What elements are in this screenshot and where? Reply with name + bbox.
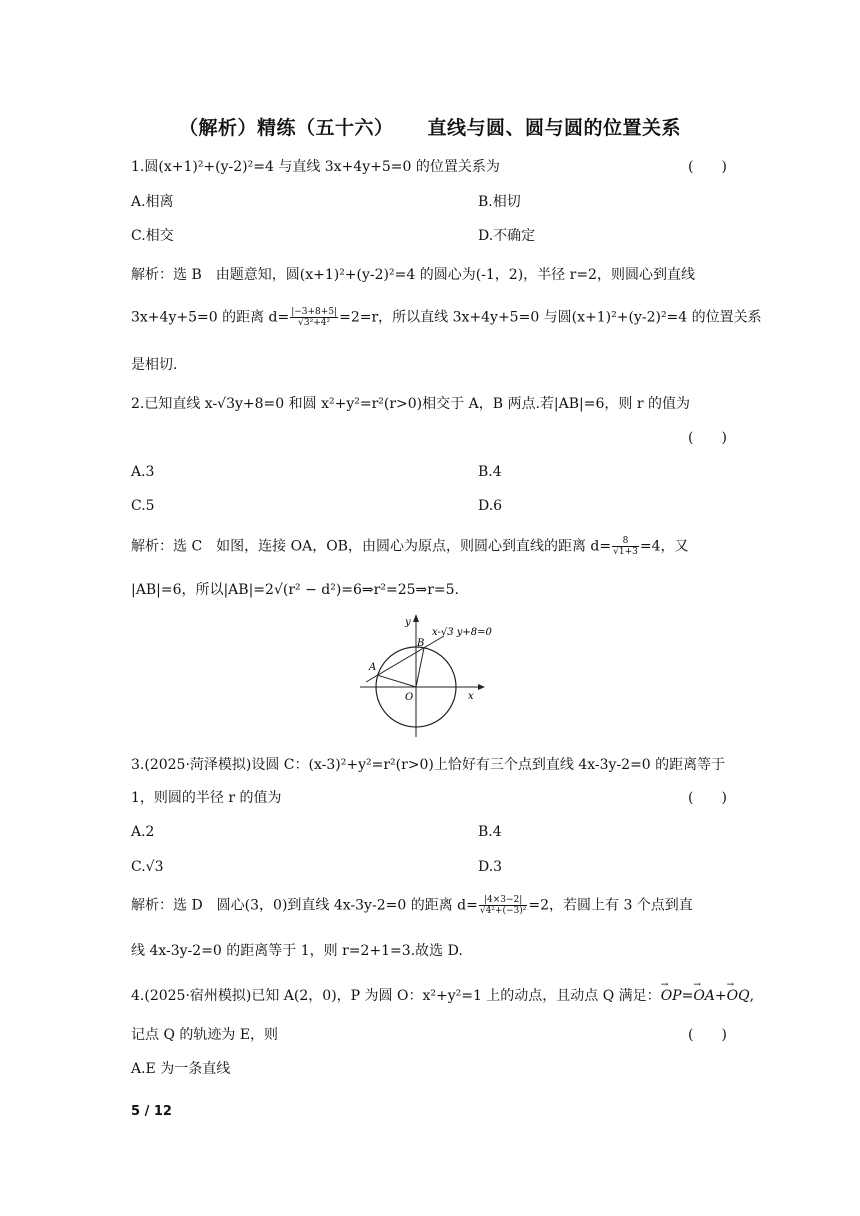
q1-option-a: A.相离 <box>131 194 174 210</box>
q2-stem: 2.已知直线 x-√3y+8=0 和圆 x²+y²=r²(r>0)相交于 A，B 两点.若|AB|=6，则 r 的值为 <box>131 396 690 412</box>
origin-label: O <box>405 692 414 703</box>
q2-sol1-a: 解析：选 C 如图，连接 OA，OB，由圆心为原点，则圆心到直线的距离 d= <box>131 538 612 555</box>
q3-stem-line1: 3.(2025·菏泽模拟)设圆 C：(x-3)²+y²=r²(r>0)上恰好有三个点到直线 4x-3y-2=0 的距离等于 <box>131 757 726 773</box>
q4-answer-paren: ( ) <box>688 1027 727 1043</box>
q2-option-d: D.6 <box>478 498 503 514</box>
q1-option-b: B.相切 <box>478 194 521 210</box>
q3-solution-line2: 线 4x-3y-2=0 的距离等于 1，则 r=2+1=3.故选 D. <box>131 943 463 959</box>
q3-option-a: A.2 <box>131 824 155 840</box>
q3-option-c: C.√3 <box>131 859 164 875</box>
q2-option-b: B.4 <box>478 464 502 480</box>
q3-frac-den: √4²+(−3)² <box>479 906 527 916</box>
line-equation-label: x-√3 y+8=0 <box>432 627 492 638</box>
x-axis-arrow <box>478 684 485 690</box>
point-a-label: A <box>369 662 377 673</box>
q4-stem1-a: 4.(2025·宿州模拟)已知 A(2，0)，P 为圆 O：x²+y²=1 上的动点，且动点 Q 满足： <box>131 988 661 1004</box>
q3-option-b: B.4 <box>478 824 502 840</box>
q3-frac-num: |4×3−2| <box>479 895 528 906</box>
q2-solution-line1 <box>131 536 688 557</box>
q1-solution-line2 <box>131 307 762 328</box>
q3-answer-paren: ( ) <box>688 790 727 806</box>
q2-answer-paren: ( ) <box>688 430 727 446</box>
x-axis-label: x <box>468 691 474 702</box>
q1-answer-paren: ( ) <box>688 159 727 175</box>
q1-solution-line3: 是相切. <box>131 357 178 373</box>
q3-option-d: D.3 <box>478 859 503 875</box>
q1-sol2-a: 3x+4y+5=0 的距离 d= <box>131 309 290 326</box>
q3-stem-line2: 1，则圆的半径 r 的值为 <box>131 790 282 806</box>
y-axis-label: y <box>405 617 411 628</box>
segment-ob <box>416 648 424 687</box>
q2-frac-den: √1+3 <box>613 547 638 557</box>
vector-op: → OP <box>661 986 682 1006</box>
q2-option-a: A.3 <box>131 464 155 480</box>
q1-solution-line1: 解析：选 B 由题意知，圆(x+1)²+(y-2)²=4 的圆心为(-1，2)，半径 r=2，则圆心到直线 <box>131 267 695 283</box>
q1-sol2-b: =2=r，所以直线 3x+4y+5=0 与圆(x+1)²+(y-2)²=4 的位置关系 <box>339 309 762 326</box>
point-b-label: B <box>417 638 425 649</box>
y-axis-arrow <box>413 614 419 622</box>
title-part2: 直线与圆、圆与圆的位置关系 <box>427 117 682 139</box>
q3-sol1-b: =2，若圆上有 3 个点到直 <box>528 897 693 914</box>
q1-stem: 1.圆(x+1)²+(y-2)²=4 与直线 3x+4y+5=0 的位置关系为 <box>131 159 500 175</box>
q1-option-d: D.不确定 <box>478 228 536 244</box>
page-number: 5 / 12 <box>131 1104 172 1119</box>
q4-stem-line1: 4.(2025·宿州模拟)已知 A(2，0)，P 为圆 O：x²+y²=1 上的动点，且动点 Q 满足：→ OP=→ OA+→ OQ, <box>131 986 754 1006</box>
q2-sol1-b: =4，又 <box>639 538 689 555</box>
circle-line-figure <box>348 612 498 742</box>
q3-solution-line1 <box>131 895 693 916</box>
title-part1: （解析）精练（五十六） <box>178 117 394 139</box>
q1-frac-den: √3²+4² <box>298 318 331 328</box>
q2-option-c: C.5 <box>131 498 155 514</box>
q4-stem-line2: 记点 Q 的轨迹为 E，则 <box>131 1027 279 1043</box>
q1-distance-fraction <box>290 307 338 328</box>
vector-oq: → OQ <box>727 986 750 1006</box>
q3-distance-fraction <box>479 895 528 916</box>
vector-oa: → OA <box>693 986 715 1006</box>
q1-option-c: C.相交 <box>131 228 174 244</box>
page-title <box>0 113 860 140</box>
q3-sol1-a: 解析：选 D 圆心(3，0)到直线 4x-3y-2=0 的距离 d= <box>131 897 478 914</box>
q4-option-a: A.E 为一条直线 <box>131 1061 231 1077</box>
q1-frac-num: |−3+8+5| <box>291 307 338 317</box>
q2-frac-num: 8 <box>612 536 639 547</box>
q2-distance-fraction <box>612 536 639 557</box>
segment-oa <box>377 675 416 687</box>
q2-solution-line2: |AB|=6，所以|AB|=2√(r² − d²)=6⇒r²=25⇒r=5. <box>131 582 460 598</box>
